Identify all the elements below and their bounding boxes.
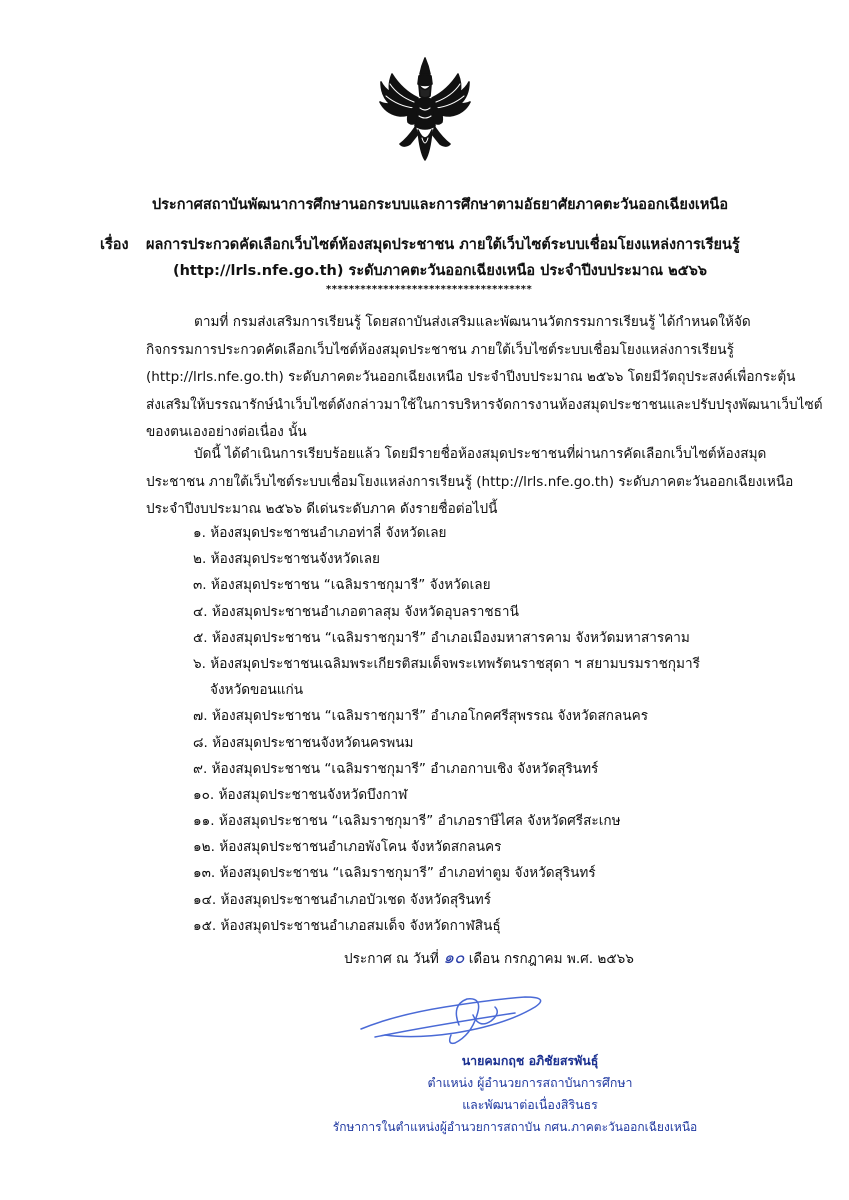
handwritten-signature bbox=[355, 985, 555, 1055]
list-item: ๒. ห้องสมุดประชาชนจังหวัดเลย bbox=[193, 551, 381, 568]
list-item: ๙. ห้องสมุดประชาชน “เฉลิมราชกุมารี” อำเภอกาบเชิง จังหวัดสุรินทร์ bbox=[193, 760, 599, 777]
list-item: ๕. ห้องสมุดประชาชน “เฉลิมราชกุมารี” อำเภอเมืองมหาสารคาม จังหวัดมหาสารคาม bbox=[193, 629, 690, 646]
paragraph-2-line: ประจำปีงบประมาณ ๒๕๖๖ ดีเด่นระดับภาค ดังรายชื่อต่อไปนี้ bbox=[146, 501, 498, 517]
list-item: ๔. ห้องสมุดประชาชนอำเภอตาลสุม จังหวัดอุบลราชธานี bbox=[193, 603, 519, 620]
signatory-name: นายคมกฤช อภิชัยสรพันธุ์ bbox=[461, 1053, 599, 1068]
list-item: ๑. ห้องสมุดประชาชนอำเภอท่าลี่ จังหวัดเลย bbox=[193, 525, 447, 541]
list-item: ๘. ห้องสมุดประชาชนจังหวัดนครพนม bbox=[193, 734, 414, 751]
subject-line-2: (http://lrls.nfe.go.th) ระดับภาคตะวันออกเฉียงเหนือ ประจำปีงบประมาณ ๒๕๖๖ bbox=[172, 263, 708, 279]
paragraph-1-line: กิจกรรมการประกวดคัดเลือกเว็บไซต์ห้องสมุดประชาชน ภายใต้เว็บไซต์ระบบเชื่อมโยงแหล่งการเรียนรู้ bbox=[146, 341, 734, 358]
list-item: ๑๒. ห้องสมุดประชาชนอำเภอพังโคน จังหวัดสกลนคร bbox=[193, 839, 502, 856]
signatory-acting: รักษาการในตำแหน่งผู้อำนวยการสถาบัน กศน.ภาคตะวันออกเฉียงเหนือ bbox=[332, 1120, 698, 1134]
paragraph-1-line: ส่งเสริมให้บรรณารักษ์นำเว็บไซต์ดังกล่าวมาใช้ในการบริหารจัดการงานห้องสมุดประชาชนและปรับปรุงพัฒนาเว็บไซต์ bbox=[146, 396, 823, 413]
paragraph-1-line: ของตนเองอย่างต่อเนื่อง นั้น bbox=[146, 424, 307, 440]
list-item: ๖. ห้องสมุดประชาชนเฉลิมพระเกียรติสมเด็จพระเทพรัตนราชสุดา ฯ สยามบรมราชกุมารี bbox=[193, 655, 700, 672]
paragraph-1 bbox=[146, 309, 823, 447]
list-item: ๗. ห้องสมุดประชาชน “เฉลิมราชกุมารี” อำเภอโกคศรีสุพรรณ จังหวัดสกลนคร bbox=[193, 708, 649, 725]
paragraph-1-line: (http://lrls.nfe.go.th) ระดับภาคตะวันออกเฉียงเหนือ ประจำปีงบประมาณ ๒๕๖๖ โดยมีวัตถุประสงค์เพื่อกระตุ้น bbox=[146, 369, 796, 385]
paragraph-2 bbox=[146, 441, 793, 524]
signatory-position-2: และพัฒนาต่อเนื่องสิรินธร bbox=[462, 1097, 598, 1112]
handwritten-day: ๑๐ bbox=[443, 948, 465, 968]
signatory-position-1: ตำแหน่ง ผู้อำนวยการสถาบันการศึกษา bbox=[427, 1075, 633, 1090]
paragraph-2-line: บัดนี้ ได้ดำเนินการเรียบร้อยแล้ว โดยมีรายชื่อห้องสมุดประชาชนที่ผ่านการคัดเลือกเว็บไซต์ห้องสมุด bbox=[194, 446, 767, 462]
list-item: ๑๑. ห้องสมุดประชาชน “เฉลิมราชกุมารี” อำเภอราษีไศล จังหวัดศรีสะเกษ bbox=[193, 813, 621, 830]
subject-label: เรื่อง bbox=[100, 237, 129, 253]
separator-stars: ************************************ bbox=[326, 284, 533, 295]
subject-text-1: ผลการประกวดคัดเลือกเว็บไซต์ห้องสมุดประชาชน ภายใต้เว็บไซต์ระบบเชื่อมโยงแหล่งการเรียนรู้ bbox=[146, 237, 740, 253]
list-item: ๑๓. ห้องสมุดประชาชน “เฉลิมราชกุมารี” อำเภอท่าตูม จังหวัดสุรินทร์ bbox=[193, 865, 596, 882]
announcement-date bbox=[344, 944, 634, 971]
list-item: ๓. ห้องสมุดประชาชน “เฉลิมราชกุมารี” จังหวัดเลย bbox=[193, 577, 491, 594]
subject-line-1 bbox=[100, 233, 800, 256]
announcement-prefix: ประกาศ ณ วันที่ bbox=[344, 951, 439, 967]
list-item: ๑๔. ห้องสมุดประชาชนอำเภอบัวเชด จังหวัดสุรินทร์ bbox=[193, 891, 492, 908]
list-item: ๑๕. ห้องสมุดประชาชนอำเภอสมเด็จ จังหวัดกาฬสินธุ์ bbox=[193, 917, 501, 934]
list-item: ๑๐. ห้องสมุดประชาชนจังหวัดบึงกาฬ bbox=[193, 786, 408, 803]
signatory-block bbox=[332, 1050, 700, 1138]
garuda-emblem-icon bbox=[378, 56, 472, 164]
paragraph-1-line: ตามที่ กรมส่งเสริมการเรียนรู้ โดยสถาบันส่งเสริมและพัฒนานวัตกรรมการเรียนรู้ ได้กำหนดให้จัด bbox=[194, 314, 751, 330]
library-list bbox=[193, 520, 700, 939]
announcement-suffix: เดือน กรกฎาคม พ.ศ. ๒๕๖๖ bbox=[468, 951, 634, 967]
list-item-continuation: จังหวัดขอนแก่น bbox=[210, 682, 304, 699]
announcement-title: ประกาศสถาบันพัฒนาการศึกษานอกระบบและการศึกษาตามอัธยาศัยภาคตะวันออกเฉียงเหนือ bbox=[151, 197, 729, 213]
paragraph-2-line: ประชาชน ภายใต้เว็บไซต์ระบบเชื่อมโยงแหล่งการเรียนรู้ (http://lrls.nfe.go.th) ระดับภาคตะวันออกเฉียงเหนือ bbox=[146, 473, 794, 490]
